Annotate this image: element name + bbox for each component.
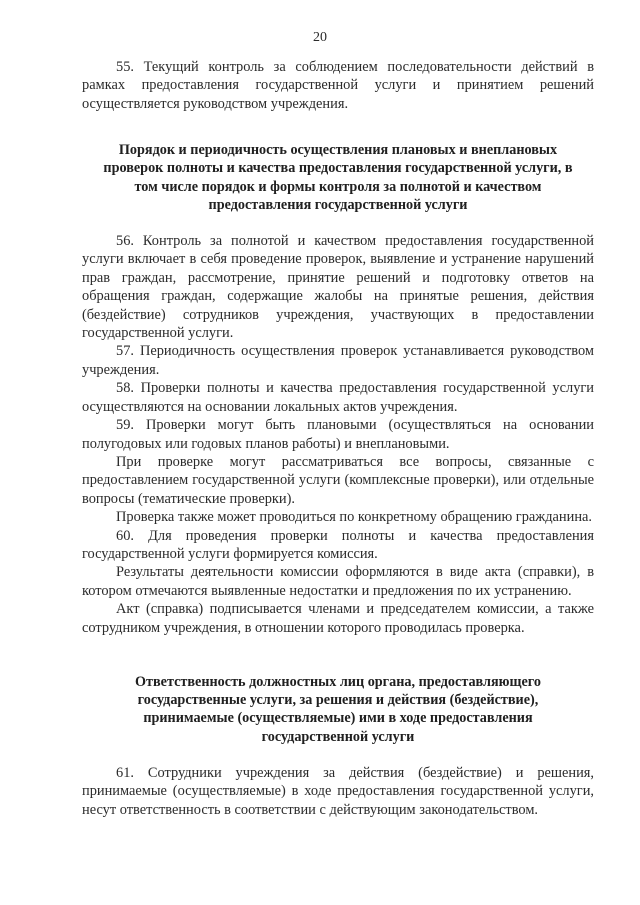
paragraph-59-complex-checks: При проверке могут рассматриваться все вопросы, связанные с предоставлением государственной услуги (комплексные проверки), или отдельные вопросы (тематические проверки). [82,453,594,507]
paragraph-61: 61. Сотрудники учреждения за действия (бездействие) и решения, принимаемые (осуществляемые) в ходе предоставления государственной услуги, несут ответственность в соответствии с действующим законодательством. [82,764,594,818]
paragraph-59-citizen-request: Проверка также может проводиться по конкретному обращению гражданина. [116,509,593,526]
document-body [82,58,594,819]
section-heading-inspections: Порядок и периодичность осуществления плановых и внеплановых проверок полноты и качества предоставления государственной услуги, в том числе порядок и формы контроля за полнотой и качеством предоставления государственной услуги [103,142,573,213]
paragraph-60-act: Акт (справка) подписывается членами и председателем комиссии, а также сотрудником учреждения, в отношении которого проводилась проверка. [82,601,594,636]
paragraph-60-results: Результаты деятельности комиссии оформляются в виде акта (справки), в котором отмечаются выявленные недостатки и предложения по их устранению. [82,564,594,599]
paragraph-60: 60. Для проведения проверки полноты и качества предоставления государственной услуги формируется комиссия. [82,527,594,562]
paragraph-55: 55. Текущий контроль за соблюдением последовательности действий в рамках предоставления государственной услуги и принятием решений осуществляется руководством учреждения. [82,59,594,112]
paragraph-59: 59. Проверки могут быть плановыми (осуществляться на основании полугодовых или годовых планов работы) и внеплановыми. [82,417,594,452]
paragraph-56: 56. Контроль за полнотой и качеством предоставления государственной услуги включает в себя проведение проверок, выявление и устранение нарушений прав граждан, рассмотрение, принятие решений и подготовку ответов на обращения граждан, содержащие жалобы на принятые решения, действия (бездействие) сотрудников учреждения, участвующих в предоставлении государственной услуги. [82,233,594,342]
paragraph-57: 57. Периодичность осуществления проверок устанавливается руководством учреждения. [82,343,594,378]
section-heading-responsibility: Ответственность должностных лиц органа, предоставляющего государственные услуги, за решения и действия (бездействие), принимаемые (осуществляемые) ими в ходе предоставления государственной услуги [135,673,541,745]
page-number: 20 [313,30,327,45]
paragraph-58: 58. Проверки полноты и качества предоставления государственной услуги осуществляются на основании локальных актов учреждения. [82,380,594,415]
